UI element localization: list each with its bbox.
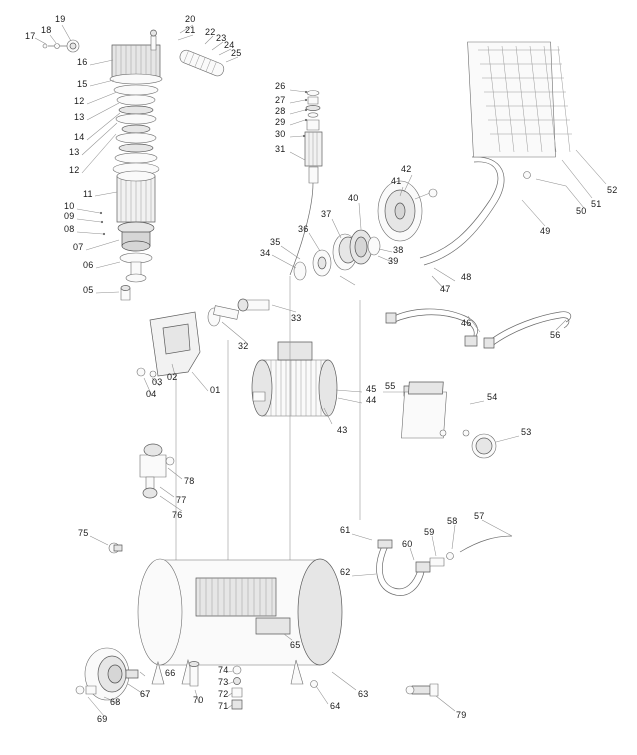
callout-73: 73 [218, 677, 229, 687]
callout-11: 11 [83, 189, 93, 199]
callout-15: 15 [77, 79, 88, 89]
callout-36: 36 [298, 224, 309, 234]
callout-38: 38 [393, 245, 404, 255]
callout-63: 63 [358, 689, 369, 699]
callout-54: 54 [487, 392, 498, 402]
callout-06: 06 [83, 260, 94, 270]
callout-22: 22 [205, 27, 216, 37]
callout-76: 76 [172, 510, 183, 520]
callout-57: 57 [474, 511, 485, 521]
callout-14: 14 [74, 132, 85, 142]
pulley-assembly [378, 175, 437, 241]
callout-31: 31 [275, 144, 286, 154]
regulator-column [290, 90, 322, 275]
callout-27: 27 [275, 95, 286, 105]
callout-35: 35 [270, 237, 281, 247]
pressure-switch [401, 382, 519, 458]
callout-59: 59 [424, 527, 435, 537]
callout-10: 10 [64, 201, 75, 211]
hose-assemblies [386, 309, 571, 348]
drain-cock [90, 536, 122, 553]
callout-12b: 12 [69, 165, 80, 175]
callout-64: 64 [330, 701, 341, 711]
callout-03: 03 [152, 377, 163, 387]
callout-41: 41 [391, 176, 402, 186]
callout-74: 74 [218, 665, 229, 675]
callout-55: 55 [385, 381, 396, 391]
callout-37: 37 [321, 209, 332, 219]
callout-56: 56 [550, 330, 561, 340]
callout-28: 28 [275, 106, 286, 116]
callout-75: 75 [78, 528, 89, 538]
callout-25: 25 [231, 48, 242, 58]
callout-18: 18 [41, 25, 52, 35]
callout-79: 79 [456, 710, 467, 720]
callout-26: 26 [275, 81, 286, 91]
fan-hub-assembly [272, 203, 392, 285]
callout-61: 61 [340, 525, 351, 535]
callout-62: 62 [340, 567, 351, 577]
callout-45: 45 [366, 384, 377, 394]
callout-58: 58 [447, 516, 458, 526]
callout-32: 32 [238, 341, 249, 351]
callout-60: 60 [402, 539, 413, 549]
callout-53: 53 [521, 427, 532, 437]
callout-52: 52 [607, 185, 618, 195]
callout-39: 39 [388, 256, 399, 266]
callout-33: 33 [291, 313, 302, 323]
callout-68: 68 [110, 697, 121, 707]
callout-50: 50 [576, 206, 587, 216]
callout-43: 43 [337, 425, 348, 435]
callout-09: 09 [64, 211, 75, 221]
callout-02: 02 [167, 372, 178, 382]
callout-42: 42 [401, 164, 412, 174]
callout-49: 49 [540, 226, 551, 236]
callout-21: 21 [185, 25, 196, 35]
air-tank [76, 559, 455, 716]
callout-77: 77 [176, 495, 187, 505]
callout-23: 23 [216, 33, 227, 43]
callout-67: 67 [140, 689, 151, 699]
callout-17: 17 [25, 31, 36, 41]
callout-19: 19 [55, 14, 66, 24]
callout-72: 72 [218, 689, 229, 699]
callout-13a: 13 [74, 112, 85, 122]
callout-47: 47 [440, 284, 451, 294]
callout-07: 07 [73, 242, 84, 252]
callout-70: 70 [193, 695, 204, 705]
callout-05: 05 [83, 285, 94, 295]
callout-04: 04 [146, 389, 157, 399]
callout-65: 65 [290, 640, 301, 650]
callout-08: 08 [64, 224, 75, 234]
callout-48: 48 [461, 272, 472, 282]
callout-29: 29 [275, 117, 286, 127]
callout-51: 51 [591, 199, 602, 209]
callout-34: 34 [260, 248, 271, 258]
callout-24: 24 [224, 40, 235, 50]
callout-40: 40 [348, 193, 359, 203]
callout-69: 69 [97, 714, 108, 724]
callout-20: 20 [185, 14, 196, 24]
callout-16: 16 [77, 57, 88, 67]
cooler-core [455, 42, 606, 226]
callout-46: 46 [461, 318, 472, 328]
cylinder-head-assembly [35, 25, 162, 300]
callout-78: 78 [184, 476, 195, 486]
callout-12a: 12 [74, 96, 85, 106]
callout-13b: 13 [69, 147, 80, 157]
callout-30: 30 [275, 129, 286, 139]
callout-71: 71 [218, 701, 229, 711]
callout-66: 66 [165, 668, 176, 678]
callout-44: 44 [366, 395, 377, 405]
callout-01: 01 [210, 385, 221, 395]
